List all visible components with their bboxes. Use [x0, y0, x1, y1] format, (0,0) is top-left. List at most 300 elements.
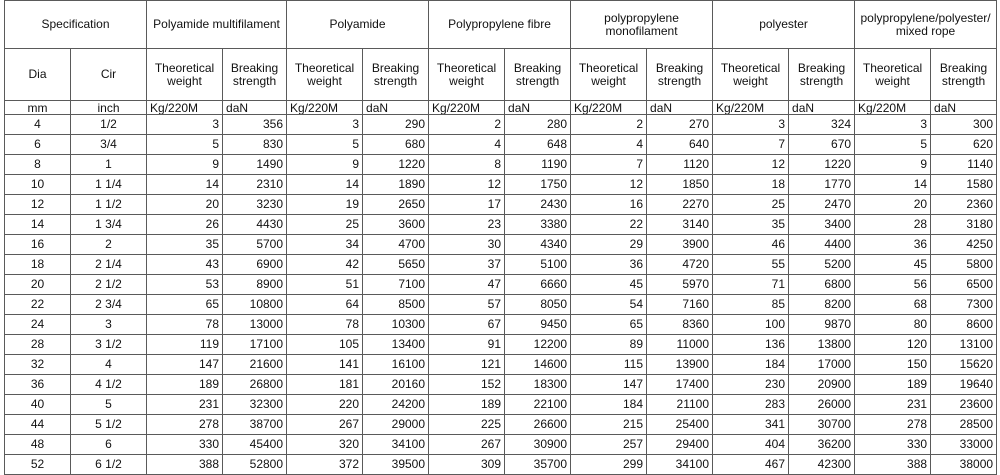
cell-strength: 1140	[931, 155, 997, 175]
cell-strength: 7160	[647, 295, 713, 315]
cell-strength: 6900	[223, 255, 287, 275]
cell-strength: 14600	[505, 355, 571, 375]
unit-strength: daN	[505, 101, 571, 115]
header-theoretical-weight: Theoretical weight	[287, 49, 363, 101]
cell-strength: 12200	[505, 335, 571, 355]
cell-strength: 2650	[363, 195, 429, 215]
table-row	[5, 235, 997, 255]
cell-strength: 356	[223, 115, 287, 135]
cell-strength: 3400	[789, 215, 855, 235]
cell-strength: 1850	[647, 175, 713, 195]
cell-weight: 5	[855, 135, 931, 155]
cell-cir: 2 1/4	[71, 255, 147, 275]
cell-weight: 71	[713, 275, 789, 295]
cell-weight: 181	[287, 375, 363, 395]
cell-cir: 2	[71, 235, 147, 255]
cell-weight: 14	[147, 175, 223, 195]
cell-strength: 1890	[363, 175, 429, 195]
cell-weight: 29	[571, 235, 647, 255]
cell-strength: 4340	[505, 235, 571, 255]
cell-strength: 18300	[505, 375, 571, 395]
cell-weight: 152	[429, 375, 505, 395]
cell-strength: 11000	[647, 335, 713, 355]
cell-cir: 1 1/4	[71, 175, 147, 195]
cell-strength: 13100	[931, 335, 997, 355]
cell-dia: 16	[5, 235, 71, 255]
cell-weight: 404	[713, 435, 789, 455]
cell-strength: 15620	[931, 355, 997, 375]
cell-weight: 341	[713, 415, 789, 435]
table-row	[5, 155, 997, 175]
cell-dia: 52	[5, 455, 71, 475]
cell-weight: 65	[147, 295, 223, 315]
cell-cir: 2 1/2	[71, 275, 147, 295]
cell-weight: 4	[571, 135, 647, 155]
cell-weight: 267	[287, 415, 363, 435]
cell-strength: 640	[647, 135, 713, 155]
cell-weight: 184	[571, 395, 647, 415]
cell-weight: 231	[855, 395, 931, 415]
cell-weight: 43	[147, 255, 223, 275]
cell-strength: 30900	[505, 435, 571, 455]
cell-cir: 3/4	[71, 135, 147, 155]
cell-strength: 13800	[789, 335, 855, 355]
cell-strength: 2430	[505, 195, 571, 215]
header-row-columns	[5, 49, 997, 101]
cell-weight: 184	[713, 355, 789, 375]
cell-strength: 19640	[931, 375, 997, 395]
cell-weight: 68	[855, 295, 931, 315]
cell-strength: 2270	[647, 195, 713, 215]
header-theoretical-weight: Theoretical weight	[571, 49, 647, 101]
header-breaking-strength: Breaking strength	[789, 49, 855, 101]
cell-weight: 78	[287, 315, 363, 335]
cell-dia: 22	[5, 295, 71, 315]
cell-weight: 45	[571, 275, 647, 295]
cell-strength: 21100	[647, 395, 713, 415]
header-material: Polypropylene fibre	[429, 1, 571, 49]
cell-weight: 309	[429, 455, 505, 475]
cell-strength: 7300	[931, 295, 997, 315]
header-row-units	[5, 101, 997, 115]
cell-dia: 20	[5, 275, 71, 295]
cell-strength: 26000	[789, 395, 855, 415]
cell-dia: 14	[5, 215, 71, 235]
cell-strength: 29400	[647, 435, 713, 455]
cell-weight: 91	[429, 335, 505, 355]
header-material: polypropylene/polyester/ mixed rope	[855, 1, 997, 49]
cell-strength: 17100	[223, 335, 287, 355]
cell-weight: 36	[571, 255, 647, 275]
cell-strength: 5700	[223, 235, 287, 255]
cell-weight: 189	[855, 375, 931, 395]
cell-cir: 4 1/2	[71, 375, 147, 395]
cell-strength: 28500	[931, 415, 997, 435]
rope-specification-table	[4, 0, 997, 475]
cell-dia: 24	[5, 315, 71, 335]
cell-strength: 24200	[363, 395, 429, 415]
cell-weight: 85	[713, 295, 789, 315]
cell-strength: 30700	[789, 415, 855, 435]
cell-weight: 267	[429, 435, 505, 455]
cell-weight: 36	[855, 235, 931, 255]
cell-weight: 278	[855, 415, 931, 435]
table-row	[5, 255, 997, 275]
cell-weight: 278	[147, 415, 223, 435]
cell-weight: 231	[147, 395, 223, 415]
cell-weight: 7	[571, 155, 647, 175]
cell-strength: 13000	[223, 315, 287, 335]
table-row	[5, 375, 997, 395]
cell-strength: 7100	[363, 275, 429, 295]
cell-strength: 2310	[223, 175, 287, 195]
cell-weight: 5	[287, 135, 363, 155]
cell-strength: 4720	[647, 255, 713, 275]
cell-strength: 280	[505, 115, 571, 135]
cell-weight: 22	[571, 215, 647, 235]
cell-cir: 5	[71, 395, 147, 415]
cell-strength: 21600	[223, 355, 287, 375]
cell-weight: 12	[429, 175, 505, 195]
cell-strength: 8360	[647, 315, 713, 335]
cell-weight: 215	[571, 415, 647, 435]
header-breaking-strength: Breaking strength	[505, 49, 571, 101]
cell-cir: 6 1/2	[71, 455, 147, 475]
cell-strength: 290	[363, 115, 429, 135]
cell-weight: 121	[429, 355, 505, 375]
cell-strength: 16100	[363, 355, 429, 375]
table-row	[5, 435, 997, 455]
cell-weight: 9	[147, 155, 223, 175]
cell-weight: 257	[571, 435, 647, 455]
cell-strength: 1220	[789, 155, 855, 175]
table-row	[5, 315, 997, 335]
table-row	[5, 215, 997, 235]
cell-dia: 4	[5, 115, 71, 135]
cell-weight: 53	[147, 275, 223, 295]
unit-weight: Kg/220M	[713, 101, 789, 115]
cell-weight: 3	[287, 115, 363, 135]
cell-cir: 3	[71, 315, 147, 335]
cell-weight: 47	[429, 275, 505, 295]
cell-strength: 1580	[931, 175, 997, 195]
cell-strength: 20160	[363, 375, 429, 395]
cell-cir: 2 3/4	[71, 295, 147, 315]
cell-dia: 18	[5, 255, 71, 275]
cell-strength: 830	[223, 135, 287, 155]
cell-weight: 42	[287, 255, 363, 275]
cell-weight: 230	[713, 375, 789, 395]
cell-strength: 38000	[931, 455, 997, 475]
cell-weight: 89	[571, 335, 647, 355]
cell-cir: 1 1/2	[71, 195, 147, 215]
cell-strength: 8050	[505, 295, 571, 315]
cell-strength: 1770	[789, 175, 855, 195]
cell-weight: 9	[855, 155, 931, 175]
cell-weight: 25	[287, 215, 363, 235]
cell-cir: 5 1/2	[71, 415, 147, 435]
cell-weight: 388	[855, 455, 931, 475]
table-row	[5, 135, 997, 155]
cell-cir: 3 1/2	[71, 335, 147, 355]
cell-weight: 120	[855, 335, 931, 355]
cell-cir: 1 3/4	[71, 215, 147, 235]
table-row	[5, 415, 997, 435]
cell-strength: 39500	[363, 455, 429, 475]
cell-weight: 150	[855, 355, 931, 375]
cell-weight: 30	[429, 235, 505, 255]
cell-weight: 4	[429, 135, 505, 155]
cell-weight: 136	[713, 335, 789, 355]
cell-strength: 5800	[931, 255, 997, 275]
unit-strength: daN	[931, 101, 997, 115]
cell-strength: 9450	[505, 315, 571, 335]
cell-weight: 283	[713, 395, 789, 415]
cell-dia: 44	[5, 415, 71, 435]
header-breaking-strength: Breaking strength	[647, 49, 713, 101]
cell-strength: 34100	[647, 455, 713, 475]
cell-weight: 19	[287, 195, 363, 215]
cell-weight: 14	[287, 175, 363, 195]
cell-strength: 5100	[505, 255, 571, 275]
cell-weight: 16	[571, 195, 647, 215]
cell-weight: 18	[713, 175, 789, 195]
cell-dia: 32	[5, 355, 71, 375]
cell-strength: 270	[647, 115, 713, 135]
cell-strength: 8500	[363, 295, 429, 315]
cell-weight: 330	[855, 435, 931, 455]
cell-weight: 8	[429, 155, 505, 175]
cell-strength: 25400	[647, 415, 713, 435]
cell-strength: 13400	[363, 335, 429, 355]
cell-weight: 5	[147, 135, 223, 155]
header-material: polyester	[713, 1, 855, 49]
cell-weight: 57	[429, 295, 505, 315]
cell-cir: 4	[71, 355, 147, 375]
cell-weight: 320	[287, 435, 363, 455]
header-breaking-strength: Breaking strength	[931, 49, 997, 101]
cell-weight: 189	[429, 395, 505, 415]
cell-weight: 51	[287, 275, 363, 295]
table-row	[5, 335, 997, 355]
cell-strength: 1120	[647, 155, 713, 175]
cell-strength: 22100	[505, 395, 571, 415]
cell-weight: 78	[147, 315, 223, 335]
table-row	[5, 175, 997, 195]
cell-strength: 13900	[647, 355, 713, 375]
cell-cir: 6	[71, 435, 147, 455]
cell-weight: 3	[713, 115, 789, 135]
cell-weight: 12	[713, 155, 789, 175]
cell-weight: 35	[147, 235, 223, 255]
cell-weight: 64	[287, 295, 363, 315]
cell-strength: 680	[363, 135, 429, 155]
cell-weight: 28	[855, 215, 931, 235]
cell-strength: 3140	[647, 215, 713, 235]
unit-strength: daN	[789, 101, 855, 115]
cell-strength: 36200	[789, 435, 855, 455]
cell-strength: 3230	[223, 195, 287, 215]
cell-weight: 54	[571, 295, 647, 315]
cell-strength: 3180	[931, 215, 997, 235]
cell-strength: 34100	[363, 435, 429, 455]
header-theoretical-weight: Theoretical weight	[147, 49, 223, 101]
cell-strength: 1750	[505, 175, 571, 195]
cell-weight: 80	[855, 315, 931, 335]
table-row	[5, 395, 997, 415]
unit-strength: daN	[223, 101, 287, 115]
cell-strength: 6500	[931, 275, 997, 295]
unit-weight: Kg/220M	[855, 101, 931, 115]
cell-weight: 34	[287, 235, 363, 255]
header-cir: Cir	[71, 49, 147, 101]
cell-weight: 25	[713, 195, 789, 215]
cell-weight: 330	[147, 435, 223, 455]
cell-strength: 20900	[789, 375, 855, 395]
cell-weight: 23	[429, 215, 505, 235]
unit-weight: Kg/220M	[429, 101, 505, 115]
cell-dia: 6	[5, 135, 71, 155]
cell-strength: 620	[931, 135, 997, 155]
cell-strength: 10300	[363, 315, 429, 335]
cell-weight: 147	[147, 355, 223, 375]
cell-dia: 40	[5, 395, 71, 415]
cell-weight: 372	[287, 455, 363, 475]
header-theoretical-weight: Theoretical weight	[713, 49, 789, 101]
cell-strength: 324	[789, 115, 855, 135]
cell-strength: 5970	[647, 275, 713, 295]
cell-strength: 3600	[363, 215, 429, 235]
table-row	[5, 115, 997, 135]
cell-strength: 5650	[363, 255, 429, 275]
cell-weight: 189	[147, 375, 223, 395]
cell-weight: 388	[147, 455, 223, 475]
cell-weight: 2	[429, 115, 505, 135]
unit-strength: daN	[647, 101, 713, 115]
header-dia: Dia	[5, 49, 71, 101]
cell-weight: 147	[571, 375, 647, 395]
cell-strength: 8200	[789, 295, 855, 315]
cell-weight: 55	[713, 255, 789, 275]
cell-strength: 2360	[931, 195, 997, 215]
cell-weight: 46	[713, 235, 789, 255]
table-row	[5, 355, 997, 375]
cell-strength: 3900	[647, 235, 713, 255]
cell-strength: 5200	[789, 255, 855, 275]
header-row-materials	[5, 1, 997, 49]
cell-strength: 29000	[363, 415, 429, 435]
cell-weight: 20	[147, 195, 223, 215]
cell-strength: 2470	[789, 195, 855, 215]
header-theoretical-weight: Theoretical weight	[855, 49, 931, 101]
cell-weight: 65	[571, 315, 647, 335]
cell-weight: 9	[287, 155, 363, 175]
cell-strength: 3380	[505, 215, 571, 235]
unit-inch: inch	[71, 101, 147, 115]
header-material: Polyamide	[287, 1, 429, 49]
cell-strength: 17000	[789, 355, 855, 375]
cell-strength: 670	[789, 135, 855, 155]
table-row	[5, 195, 997, 215]
cell-strength: 38700	[223, 415, 287, 435]
cell-cir: 1	[71, 155, 147, 175]
cell-strength: 9870	[789, 315, 855, 335]
cell-weight: 105	[287, 335, 363, 355]
cell-strength: 10800	[223, 295, 287, 315]
table-row	[5, 275, 997, 295]
cell-strength: 8600	[931, 315, 997, 335]
cell-strength: 8900	[223, 275, 287, 295]
cell-strength: 4250	[931, 235, 997, 255]
header-specification: Specification	[5, 1, 147, 49]
cell-dia: 28	[5, 335, 71, 355]
cell-weight: 67	[429, 315, 505, 335]
header-theoretical-weight: Theoretical weight	[429, 49, 505, 101]
cell-strength: 17400	[647, 375, 713, 395]
cell-weight: 225	[429, 415, 505, 435]
header-material: polypropylene monofilament	[571, 1, 713, 49]
table-row	[5, 455, 997, 475]
cell-strength: 23600	[931, 395, 997, 415]
unit-weight: Kg/220M	[147, 101, 223, 115]
cell-weight: 115	[571, 355, 647, 375]
cell-cir: 1/2	[71, 115, 147, 135]
unit-weight: Kg/220M	[571, 101, 647, 115]
cell-weight: 37	[429, 255, 505, 275]
cell-strength: 42300	[789, 455, 855, 475]
cell-strength: 4700	[363, 235, 429, 255]
cell-dia: 10	[5, 175, 71, 195]
cell-strength: 52800	[223, 455, 287, 475]
cell-strength: 26800	[223, 375, 287, 395]
header-breaking-strength: Breaking strength	[363, 49, 429, 101]
cell-weight: 3	[855, 115, 931, 135]
cell-weight: 56	[855, 275, 931, 295]
cell-strength: 300	[931, 115, 997, 135]
cell-dia: 12	[5, 195, 71, 215]
cell-strength: 1490	[223, 155, 287, 175]
cell-strength: 26600	[505, 415, 571, 435]
cell-dia: 8	[5, 155, 71, 175]
unit-mm: mm	[5, 101, 71, 115]
cell-strength: 1190	[505, 155, 571, 175]
unit-weight: Kg/220M	[287, 101, 363, 115]
cell-weight: 14	[855, 175, 931, 195]
cell-strength: 6660	[505, 275, 571, 295]
cell-weight: 3	[147, 115, 223, 135]
cell-strength: 33000	[931, 435, 997, 455]
cell-weight: 220	[287, 395, 363, 415]
cell-weight: 7	[713, 135, 789, 155]
cell-dia: 36	[5, 375, 71, 395]
cell-weight: 12	[571, 175, 647, 195]
cell-strength: 35700	[505, 455, 571, 475]
table-row	[5, 295, 997, 315]
cell-weight: 26	[147, 215, 223, 235]
cell-weight: 45	[855, 255, 931, 275]
unit-strength: daN	[363, 101, 429, 115]
cell-weight: 100	[713, 315, 789, 335]
cell-weight: 2	[571, 115, 647, 135]
cell-strength: 4430	[223, 215, 287, 235]
cell-weight: 119	[147, 335, 223, 355]
cell-weight: 141	[287, 355, 363, 375]
cell-weight: 35	[713, 215, 789, 235]
cell-dia: 48	[5, 435, 71, 455]
header-material: Polyamide multifilament	[147, 1, 287, 49]
cell-strength: 6800	[789, 275, 855, 295]
cell-weight: 467	[713, 455, 789, 475]
